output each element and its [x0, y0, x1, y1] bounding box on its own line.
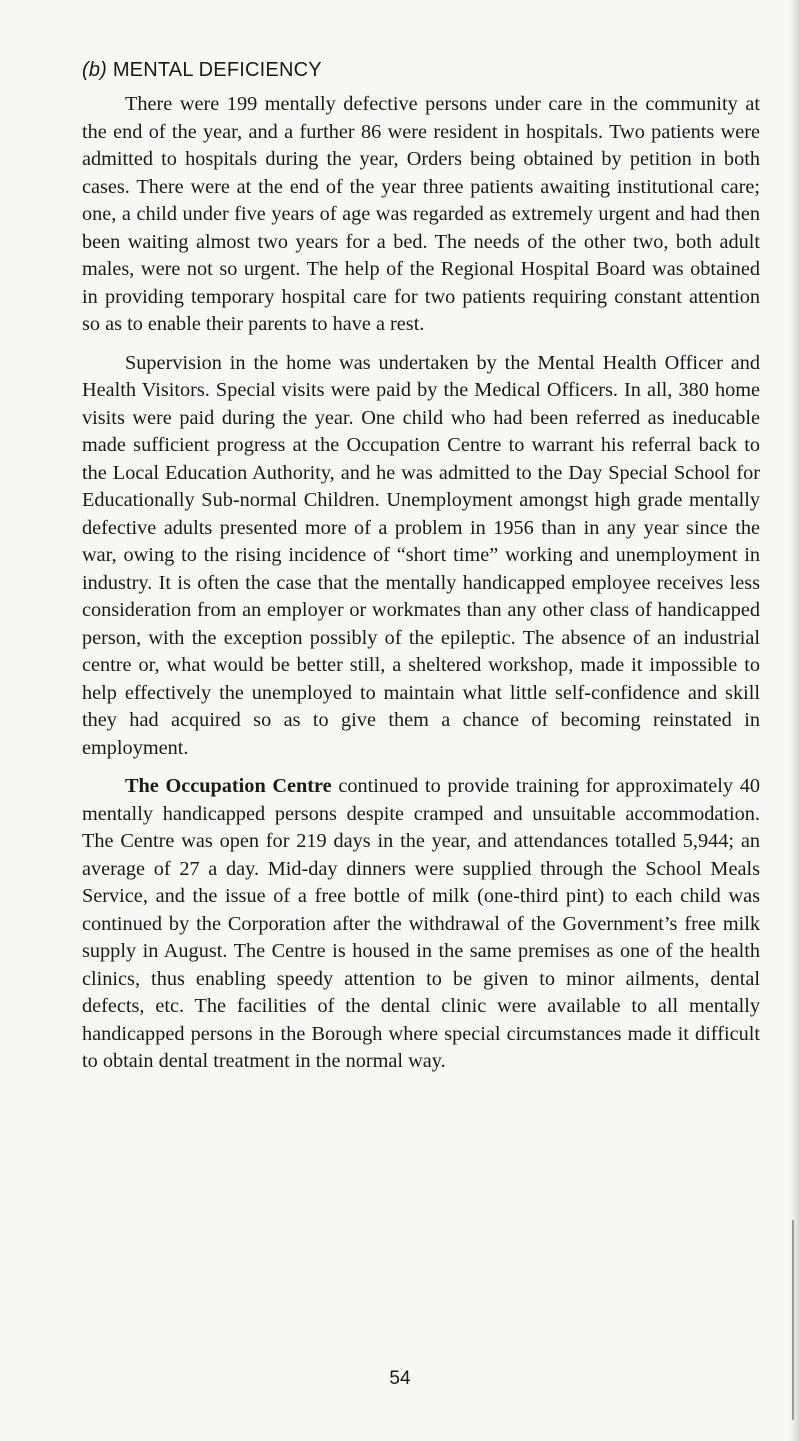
paragraph-text: Supervision in the home was undertaken by the Mental Health Officer and Health Visitors. Special visits were paid by the Medical Officers. In all, 380 home visits were paid during the year. One child who had been referred as ineducable made sufficient progress at the Occupation Centre to warrant his referral back to the Local Education Authority, and he was admitted to the Day Special School for Educationally Sub-normal Children. Unemployment amongst high grade mentally defective adults presented more of a problem in 1956 than in any year since the war, owing to the rising incidence of “short time” working and unemployment in industry. It is often the case that the mentally handicapped employee receives less consideration from an employer or workmates than any other class of handicapped person, with the exception possibly of the epileptic. The absence of an industrial centre or, what would be better still, a sheltered workshop, made it impossible to help effectively the unemployed to maintain what little self-confidence and skill they had acquired so as to give them a chance of becoming reinstated in employment.	[82, 351, 760, 759]
paragraph-mentally-defective-persons	[82, 91, 760, 339]
page-edge-shadow	[788, 0, 800, 1441]
section-title: MENTAL DEFICIENCY	[112, 59, 322, 81]
document-page	[82, 57, 760, 1087]
paragraph-text: continued to provide training for approximately 40 mentally handicapped persons despite cramped and unsuitable accommodation. The Centre was open for 219 days in the year, and attendances totalled 5,944; an average of 27 a day. Mid-day dinners were supplied through the School Meals Service, and the issue of a free bottle of milk (one-third pint) to each child was continued by the Corporation after the withdrawal of the Government’s free milk supply in August. The Centre is housed in the same premises as one of the health clinics, thus enabling speedy attention to be given to minor ailments, dental defects, etc. The facilities of the dental clinic were available to all mentally handicapped persons in the Borough where special circumstances made it difficult to obtain dental treatment in the normal way.	[82, 775, 760, 1072]
paragraph-lead-bold: The Occupation Centre	[125, 775, 332, 797]
section-heading	[82, 57, 760, 83]
paragraph-occupation-centre	[82, 773, 760, 1076]
page-number: 54	[389, 1368, 411, 1389]
section-letter: (b)	[82, 59, 108, 81]
page-edge-line	[792, 1220, 794, 1420]
paragraph-text: There were 199 mentally defective persons under care in the community at the end of the year, and a further 86 were resident in hospitals. Two patients were admitted to hospitals during the year, Orders being obtained by petition in both cases. There were at the end of the year three patients awaiting institutional care; one, a child under five years of age was regarded as extremely urgent and had then been waiting almost two years for a bed. The needs of the other two, both adult males, were not so urgent. The help of the Regional Hospital Board was obtained in providing temporary hospital care for two patients requiring constant attention so as to enable their parents to have a rest.	[82, 93, 760, 335]
paragraph-supervision-in-home	[82, 350, 760, 763]
